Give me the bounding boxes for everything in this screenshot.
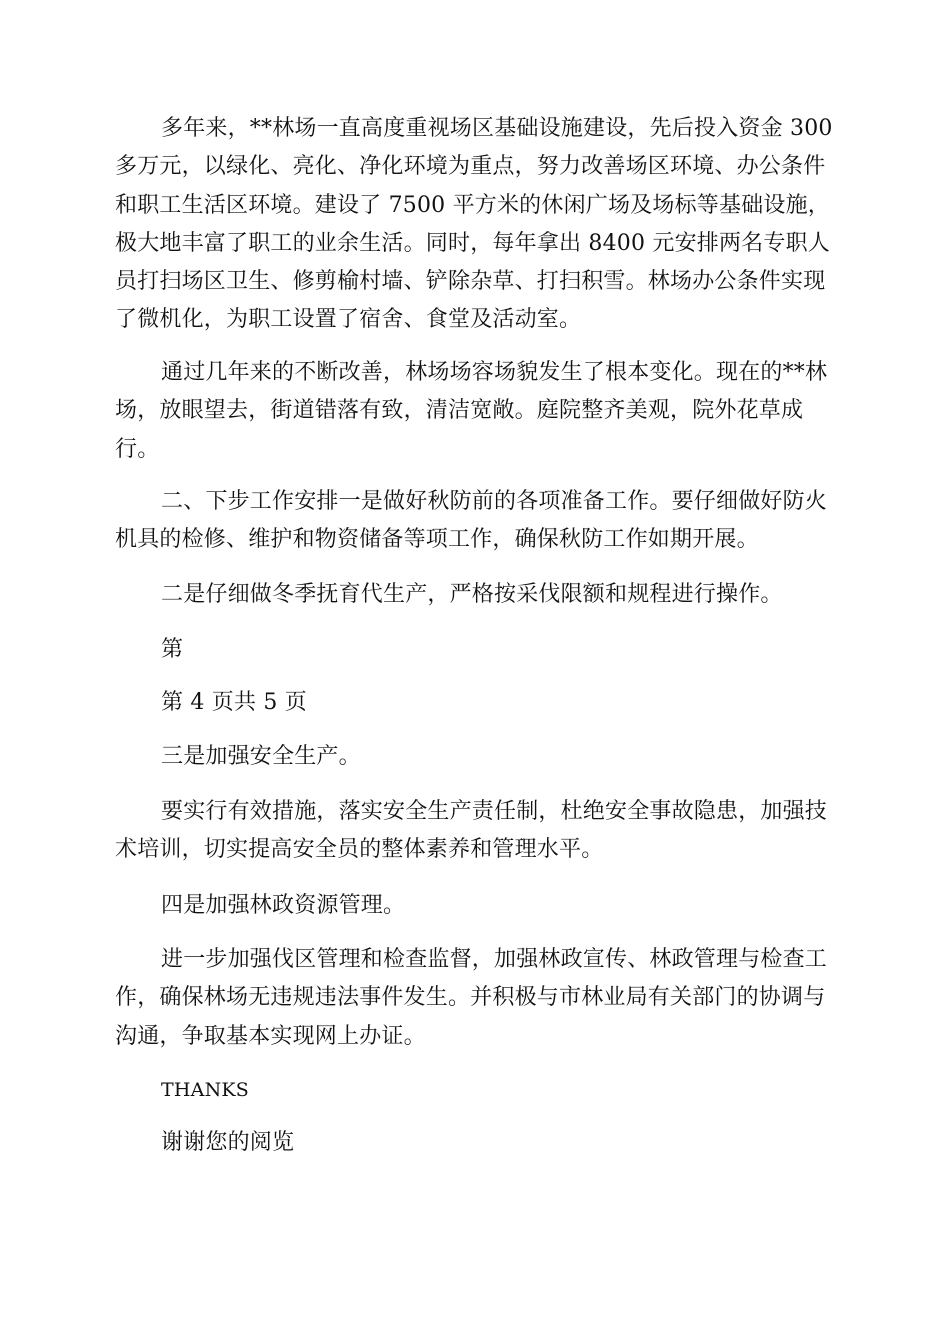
paragraph-changes: 通过几年来的不断改善，林场场容场貌发生了根本变化。现在的**林场，放眼望去，街道错落有致，清洁宽敞。庭院整齐美观，院外花草成行。 (115, 360, 828, 462)
paragraph-infrastructure: 多年来，**林场一直高度重视场区基础设施建设，先后投入资金 300 多万元，以绿化、亮化、净化环境为重点，努力改善场区环境、办公条件和职工生活区环境。建设了 7500 平方米的休闲广场及场标等基础设施，极大地丰富了职工的业余生活。同时，每年拿出 8400 元安排两名专职人员打扫场区卫生、修剪榆村墙、铲除杂草、打扫积雪。林场办公条件实现了微机化，为职工设置了宿舍、食堂及活动室。 (115, 116, 833, 333)
paragraph-next-steps: 二、下步工作安排一是做好秋防前的各项准备工作。要仔细做好防火机具的检修、维护和物资储备等项工作，确保秋防工作如期开展。 (115, 489, 828, 553)
paragraph-forestry-heading: 四是加强林政资源管理。 (161, 893, 406, 918)
closing-text: 谢谢您的阅览 (161, 1130, 295, 1155)
paragraph-di: 第 (161, 637, 184, 662)
paragraph-safety-body: 要实行有效措施，落实安全生产责任制，杜绝安全事故隐患，加强技术培训，切实提高安全员的整体素养和管理水平。 (115, 799, 828, 863)
paragraph-winter-tending: 二是仔细做冬季抚育代生产，严格按采伐限额和规程进行操作。 (161, 582, 783, 607)
paragraph-forestry-body: 进一步加强伐区管理和检查监督，加强林政宣传、林政管理与检查工作，确保林场无违规违法事件发生。并积极与市林业局有关部门的协调与沟通，争取基本实现网上办证。 (115, 947, 828, 1049)
page-number-label: 第 4 页共 5 页 (161, 690, 307, 715)
paragraph-safety-heading: 三是加强安全生产。 (161, 744, 361, 769)
thanks-text: THANKS (161, 1079, 249, 1101)
